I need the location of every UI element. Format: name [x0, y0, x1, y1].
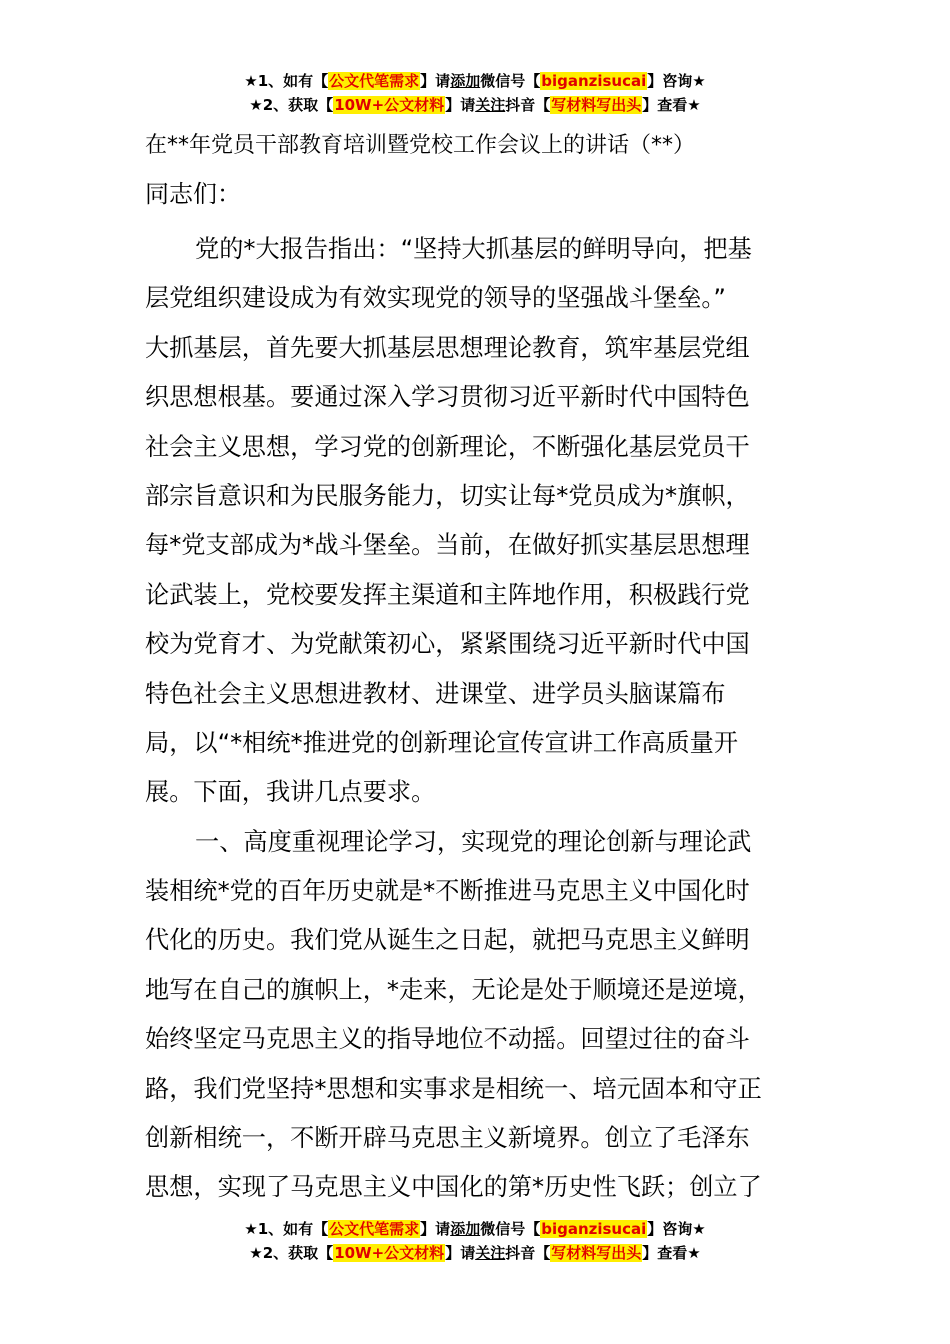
- body-line: 路，我们党坚持*思想和实事求是相统一、培元固本和守正: [145, 1074, 762, 1103]
- body-line: 始终坚定马克思主义的指导地位不动摇。回望过往的奋斗: [145, 1025, 750, 1054]
- promo-underlined-text: 关注: [475, 1244, 506, 1262]
- promo-highlight: 10W+公文材料: [334, 96, 445, 114]
- promo-highlight: 公文代笔需求: [329, 72, 420, 90]
- promo-footer: [0, 1217, 950, 1265]
- promo-underlined-text: 关注: [475, 96, 506, 114]
- promo-text: 】请: [420, 72, 451, 90]
- promo-underlined-text: 添加: [450, 72, 481, 90]
- body-line: 展。下面，我讲几点要求。: [145, 778, 436, 807]
- promo-text: 微信号【: [480, 1220, 541, 1238]
- promo-line-2: [0, 1241, 950, 1265]
- body-line: 织思想根基。要通过深入学习贯彻习近平新时代中国特色: [145, 383, 750, 412]
- body-line: 代化的历史。我们党从诞生之日起，就把马克思主义鲜明: [145, 926, 750, 955]
- body-line: 层党组织建设成为有效实现党的领导的坚强战斗堡垒。”: [145, 284, 726, 313]
- promo-highlight: 公文代笔需求: [329, 1220, 420, 1238]
- promo-text: ★1、如有【: [244, 72, 329, 90]
- promo-highlight-douyin-id: 写材料写出头: [551, 96, 642, 114]
- promo-text: ★2、获取【: [249, 96, 334, 114]
- body-line: 党的*大报告指出：“坚持大抓基层的鲜明导向，把基: [195, 235, 752, 263]
- body-line: 校为党育才、为党献策初心，紧紧围绕习近平新时代中国: [145, 630, 750, 659]
- promo-highlight: 10W+公文材料: [334, 1244, 445, 1262]
- body-line: 部宗旨意识和为民服务能力，切实让每*党员成为*旗帜，: [145, 481, 750, 510]
- promo-highlight-wechat-id: biganzisucai: [541, 72, 647, 90]
- promo-text: 微信号【: [480, 72, 541, 90]
- body-line: 每*党支部成为*战斗堡垒。当前，在做好抓实基层思想理: [145, 531, 750, 560]
- promo-text: 】查看★: [642, 96, 701, 114]
- promo-text: 抖音【: [505, 1244, 551, 1262]
- promo-text: 】请: [445, 1244, 476, 1262]
- body-line: 大抓基层，首先要大抓基层思想理论教育，筑牢基层党组: [145, 333, 750, 362]
- body-line: 地写在自己的旗帜上，*走来，无论是处于顺境还是逆境，: [145, 975, 762, 1004]
- promo-text: 】请: [420, 1220, 451, 1238]
- document-title: 在**年党员干部教育培训暨党校工作会议上的讲话（**）: [145, 133, 696, 158]
- promo-text: 】请: [445, 96, 476, 114]
- document-body: [145, 225, 810, 1213]
- promo-underlined-text: 添加: [450, 1220, 481, 1238]
- section-heading-line: 一、高度重视理论学习，实现党的理论创新与理论武: [195, 827, 752, 856]
- promo-text: ★1、如有【: [244, 1220, 329, 1238]
- promo-text: 】咨询★: [647, 1220, 706, 1238]
- body-line: 思想，实现了马克思主义中国化的第*历史性飞跃；创立了: [145, 1173, 762, 1202]
- salutation: 同志们：: [145, 180, 241, 208]
- promo-line-2: [0, 93, 950, 117]
- promo-text: ★2、获取【: [249, 1244, 334, 1262]
- promo-text: 】查看★: [642, 1244, 701, 1262]
- body-line: 装相统*党的百年历史就是*不断推进马克思主义中国化时: [145, 877, 750, 906]
- promo-line-1: [0, 1217, 950, 1241]
- promo-highlight-wechat-id: biganzisucai: [541, 1220, 647, 1238]
- promo-line-1: [0, 69, 950, 93]
- body-line: 特色社会主义思想进教材、进课堂、进学员头脑谋篇布: [145, 679, 726, 708]
- promo-highlight-douyin-id: 写材料写出头: [551, 1244, 642, 1262]
- body-line: 创新相统一，不断开辟马克思主义新境界。创立了毛泽东: [145, 1124, 750, 1153]
- body-line: 局，以“*相统*推进党的创新理论宣传宣讲工作高质量开: [145, 728, 739, 757]
- promo-text: 】咨询★: [647, 72, 706, 90]
- body-line: 论武装上，党校要发挥主渠道和主阵地作用，积极践行党: [145, 580, 750, 609]
- promo-text: 抖音【: [505, 96, 551, 114]
- body-line: 社会主义思想，学习党的创新理论，不断强化基层党员干: [145, 432, 750, 461]
- promo-header: [0, 69, 950, 117]
